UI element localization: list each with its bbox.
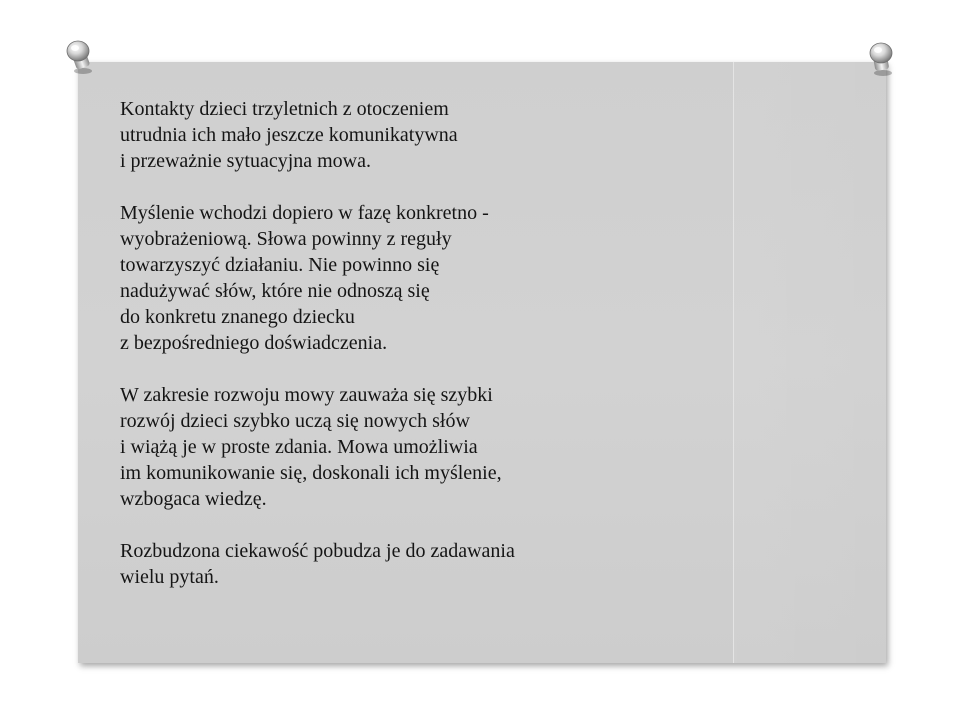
- text-line: wzbogaca wiedzę.: [120, 488, 267, 510]
- text-line: i wiążą je w proste zdania. Mowa umożliwia: [120, 436, 478, 458]
- text-line: do konkretu znanego dziecku: [120, 306, 355, 328]
- paragraph-3: [120, 382, 640, 512]
- text-line: rozwój dzieci szybko uczą się nowych słów: [120, 410, 470, 432]
- text-line: nadużywać słów, które nie odnoszą się: [120, 280, 430, 302]
- paper-fold-shade: [734, 62, 886, 663]
- paragraph-4: [120, 538, 640, 590]
- text-line: wielu pytań.: [120, 566, 219, 588]
- pushpin-icon: [60, 38, 100, 78]
- text-line: W zakresie rozwoju mowy zauważa się szybki: [120, 384, 493, 406]
- text-line: utrudnia ich mało jeszcze komunikatywna: [120, 124, 458, 146]
- text-line: Rozbudzona ciekawość pobudza je do zadawania: [120, 540, 515, 562]
- text-line: i przeważnie sytuacyjna mowa.: [120, 150, 372, 172]
- text-content: [120, 96, 640, 590]
- text-line: Kontakty dzieci trzyletnich z otoczeniem: [120, 98, 449, 120]
- paragraph-2: [120, 200, 640, 356]
- text-line: wyobrażeniową. Słowa powinny z reguły: [120, 228, 452, 250]
- text-line: Myślenie wchodzi dopiero w fazę konkretno -: [120, 202, 489, 224]
- text-line: z bezpośredniego doświadczenia.: [120, 332, 388, 354]
- text-line: towarzyszyć działaniu. Nie powinno się: [120, 254, 440, 276]
- text-line: im komunikowanie się, doskonali ich myślenie,: [120, 462, 502, 484]
- paragraph-1: [120, 96, 640, 174]
- pushpin-icon: [862, 40, 902, 80]
